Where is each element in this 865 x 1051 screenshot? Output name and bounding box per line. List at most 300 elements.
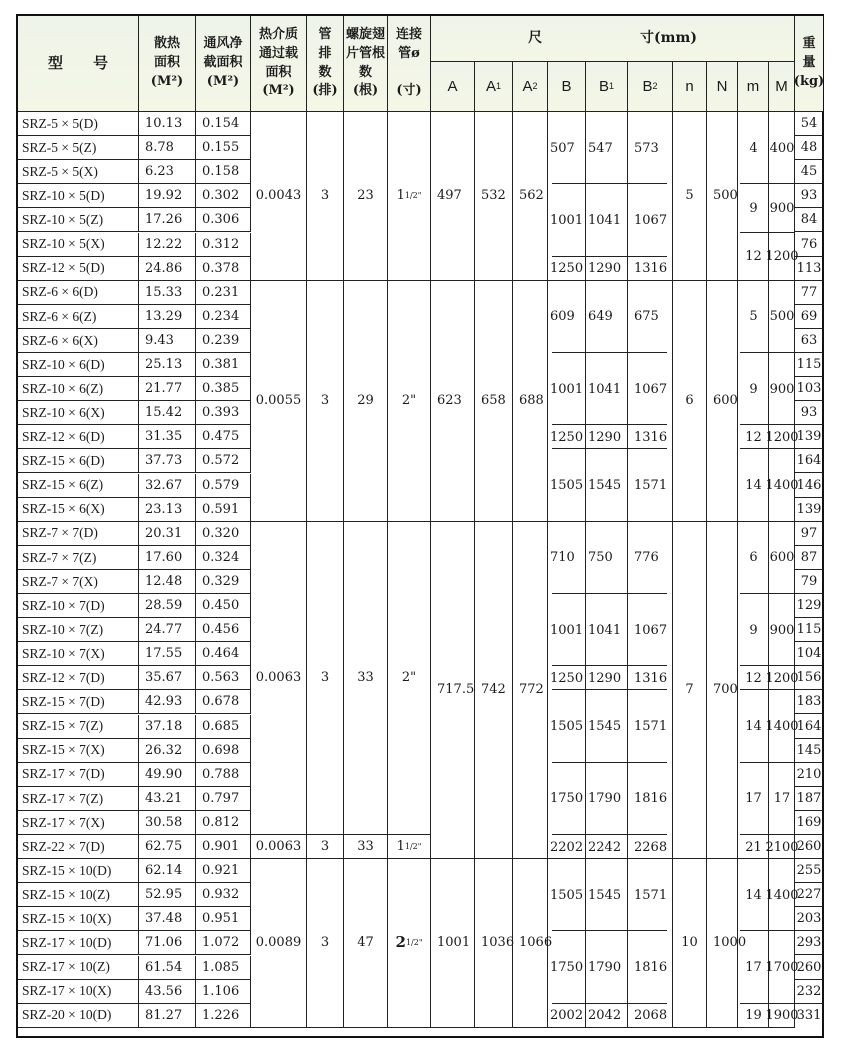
air-area-cell: 0.572 <box>196 449 251 473</box>
air-area-cell: 0.579 <box>196 474 251 498</box>
header-dim-B1 <box>586 62 628 112</box>
dim-B2-value: 1067 <box>634 381 668 397</box>
dim-A2-cell: 562 <box>513 112 548 281</box>
pipe-size-cell <box>388 112 431 281</box>
dim-B2-value: 1067 <box>634 212 668 228</box>
model-cell: SRZ-7 × 7(D) <box>18 522 139 546</box>
model-cell: SRZ-15 × 7(Z) <box>18 715 139 739</box>
heat-area-cell: 62.14 <box>139 859 196 883</box>
air-area-cell: 0.464 <box>196 642 251 666</box>
weight-cell: 164 <box>795 715 823 739</box>
header-dim-label: B <box>561 77 572 95</box>
heat-area-cell: 17.60 <box>139 546 196 570</box>
header-weight-line: 重 <box>802 36 816 52</box>
model-cell: SRZ-10 × 7(D) <box>18 594 139 618</box>
header-dim-label: M <box>775 77 788 95</box>
tube-rows-cell: 3 <box>307 112 344 281</box>
dim-A-cell: 1001 <box>431 859 475 1028</box>
weight-cell: 164 <box>795 449 823 473</box>
weight-cell: 84 <box>795 208 823 232</box>
model-cell: SRZ-17 × 10(Z) <box>18 956 139 980</box>
heat-area-cell: 20.31 <box>139 522 196 546</box>
air-area-cell: 1.085 <box>196 956 251 980</box>
heat-area-cell: 71.06 <box>139 931 196 955</box>
dim-n-cell: 5 <box>673 112 707 281</box>
header-tube-rows-line: 管 <box>318 26 332 42</box>
air-area-cell: 0.302 <box>196 184 251 208</box>
fin-tubes-cell: 47 <box>344 859 388 1028</box>
dim-M-value: 1400 <box>765 887 799 903</box>
weight-cell: 210 <box>795 763 823 787</box>
header-dim-label: B <box>642 77 653 95</box>
header-medium-area-line: 热介质 <box>258 26 298 42</box>
heat-area-cell: 37.18 <box>139 715 196 739</box>
weight-cell: 104 <box>795 642 823 666</box>
air-area-cell: 0.450 <box>196 594 251 618</box>
dim-B2-value: 1316 <box>634 429 668 445</box>
weight-cell: 77 <box>795 281 823 305</box>
dim-B-value: 1001 <box>550 212 584 228</box>
header-dim-A2 <box>513 62 548 112</box>
weight-cell: 255 <box>795 859 823 883</box>
header-dim-subscript: 2 <box>532 80 538 91</box>
pipe-size-cell <box>388 522 431 835</box>
heat-area-cell: 21.77 <box>139 377 196 401</box>
pipe-size-main: 1 <box>396 188 405 204</box>
air-area-cell: 0.456 <box>196 618 251 642</box>
model-cell: SRZ-6 × 6(X) <box>18 329 139 353</box>
heat-area-cell: 25.13 <box>139 353 196 377</box>
model-cell: SRZ-15 × 7(D) <box>18 690 139 714</box>
model-cell: SRZ-20 × 10(D) <box>18 1004 139 1028</box>
dim-m-value: 14 <box>745 887 762 903</box>
air-area-cell: 0.797 <box>196 787 251 811</box>
model-cell: SRZ-15 × 10(X) <box>18 907 139 931</box>
dim-m-value: 21 <box>745 839 762 855</box>
air-area-cell: 0.312 <box>196 233 251 257</box>
dim-B-value: 1750 <box>550 791 584 807</box>
model-cell: SRZ-15 × 6(Z) <box>18 474 139 498</box>
air-area-cell: 1.072 <box>196 931 251 955</box>
heat-area-cell: 19.92 <box>139 184 196 208</box>
dim-B1-value: 1545 <box>588 887 622 903</box>
header-dim-M <box>769 62 795 112</box>
weight-cell: 87 <box>795 546 823 570</box>
header-medium-area <box>251 16 307 112</box>
dim-M-value: 17 <box>773 791 791 807</box>
heat-area-cell: 31.35 <box>139 425 196 449</box>
dim-B2-value: 1816 <box>634 791 668 807</box>
dim-B2-value: 1571 <box>634 478 668 494</box>
model-cell: SRZ-17 × 7(Z) <box>18 787 139 811</box>
air-area-cell: 0.812 <box>196 811 251 835</box>
weight-cell: 145 <box>795 739 823 763</box>
header-air-area-line: 截面积 <box>203 55 243 71</box>
fin-tubes-cell: 33 <box>344 835 388 859</box>
header-weight-line: (kg) <box>793 73 825 89</box>
air-area-cell: 0.320 <box>196 522 251 546</box>
dim-m-value: 17 <box>745 960 762 976</box>
model-cell: SRZ-15 × 10(D) <box>18 859 139 883</box>
air-area-cell: 0.231 <box>196 281 251 305</box>
weight-cell: 331 <box>796 1008 822 1024</box>
dim-M-value: 400 <box>769 140 795 156</box>
dim-B1-value: 1041 <box>588 381 622 397</box>
model-cell: SRZ-5 × 5(X) <box>18 160 139 184</box>
medium-area-cell: 0.0063 <box>251 522 307 835</box>
model-cell: SRZ-7 × 7(Z) <box>18 546 139 570</box>
dim-B1-value: 1545 <box>588 478 622 494</box>
dim-A1-cell: 532 <box>475 112 513 281</box>
weight-cell: 76 <box>795 233 823 257</box>
header-dim-m <box>738 62 769 112</box>
medium-area-cell: 0.0043 <box>251 112 307 281</box>
weight-cell: 93 <box>795 184 823 208</box>
heat-area-cell: 26.32 <box>139 739 196 763</box>
dim-B1-value: 649 <box>588 309 613 325</box>
dim-M-value: 1400 <box>765 478 799 494</box>
header-air-area-line: (M²) <box>206 73 240 89</box>
model-cell: SRZ-10 × 5(Z) <box>18 208 139 232</box>
dim-m-value: 4 <box>749 140 758 156</box>
weight-cell: 97 <box>795 522 823 546</box>
dim-N-cell: 700 <box>707 522 738 859</box>
model-cell: SRZ-17 × 10(X) <box>18 980 139 1004</box>
header-pipe-line: 管ø <box>398 45 420 61</box>
header-medium-area-line: 通过载 <box>258 45 298 61</box>
tube-rows-cell: 3 <box>307 835 344 859</box>
model-cell: SRZ-15 × 6(X) <box>18 498 139 522</box>
heat-area-cell: 17.26 <box>139 208 196 232</box>
dim-A-cell: 497 <box>431 112 475 281</box>
weight-cell: 129 <box>795 594 823 618</box>
air-area-cell: 0.921 <box>196 859 251 883</box>
dim-m-value: 14 <box>745 478 762 494</box>
medium-area-cell: 0.0055 <box>251 281 307 522</box>
header-dim-n <box>673 62 707 112</box>
dim-B1-value: 750 <box>588 550 613 566</box>
model-cell: SRZ-6 × 6(Z) <box>18 305 139 329</box>
pipe-size-fraction: 1/2" <box>404 190 422 200</box>
dim-M-value: 500 <box>769 309 795 325</box>
weight-cell: 227 <box>795 883 823 907</box>
air-area-cell: 0.563 <box>196 666 251 690</box>
air-area-cell: 0.591 <box>196 498 251 522</box>
weight-cell: 69 <box>795 305 823 329</box>
weight-cell: 203 <box>795 907 823 931</box>
model-cell: SRZ-12 × 6(D) <box>18 425 139 449</box>
pipe-size-main: 2" <box>401 393 417 409</box>
header-heat-area-line: (M²) <box>150 73 184 89</box>
heat-area-cell: 37.73 <box>139 449 196 473</box>
heat-area-cell: 6.23 <box>139 160 196 184</box>
air-area-cell: 0.154 <box>196 112 251 136</box>
dim-B-value: 1505 <box>550 719 584 735</box>
dim-m-value: 12 <box>745 429 762 445</box>
header-air-area-line: 通风净 <box>203 36 243 52</box>
tube-rows-cell: 3 <box>307 281 344 522</box>
weight-cell: 169 <box>795 811 823 835</box>
air-area-cell: 0.306 <box>196 208 251 232</box>
air-area-cell: 0.932 <box>196 883 251 907</box>
heat-area-cell: 9.43 <box>139 329 196 353</box>
pipe-size-main: 2" <box>401 670 417 686</box>
model-cell: SRZ-7 × 7(X) <box>18 570 139 594</box>
air-area-cell: 0.685 <box>196 715 251 739</box>
dim-B1-value: 1790 <box>588 960 622 976</box>
model-cell: SRZ-10 × 5(D) <box>18 184 139 208</box>
dim-B2-value: 2068 <box>634 1008 668 1024</box>
header-dim-subscript: 1 <box>496 80 502 91</box>
header-fin-tubes-line: 片管根 <box>345 45 385 61</box>
dim-B-value: 1250 <box>550 670 584 686</box>
air-area-cell: 0.385 <box>196 377 251 401</box>
header-heat-area <box>139 16 196 112</box>
header-medium-area-line: (M²) <box>262 83 295 99</box>
weight-cell: 232 <box>795 980 823 1004</box>
header-dim-label: m <box>746 77 760 95</box>
heat-area-cell: 15.33 <box>139 281 196 305</box>
dim-B2-value: 1316 <box>634 261 668 277</box>
pipe-size-cell <box>388 859 431 1028</box>
dim-n-cell: 6 <box>673 281 707 522</box>
heat-area-cell: 10.13 <box>139 112 196 136</box>
pipe-size-cell <box>388 281 431 522</box>
heat-area-cell: 24.77 <box>139 618 196 642</box>
heat-area-cell: 13.29 <box>139 305 196 329</box>
heat-area-cell: 23.13 <box>139 498 196 522</box>
dim-n-cell: 10 <box>673 859 707 1028</box>
medium-area-cell: 0.0063 <box>251 835 307 859</box>
header-fin-tubes-line: 数 <box>358 64 372 80</box>
weight-cell: 293 <box>795 931 823 955</box>
heat-area-cell: 43.56 <box>139 980 196 1004</box>
dim-M-value: 1700 <box>765 960 799 976</box>
header-weight-line: 量 <box>802 55 816 71</box>
heat-area-cell: 62.75 <box>139 835 196 859</box>
header-dimensions: 尺 寸(mm) <box>431 16 795 62</box>
header-dim-label: B <box>598 77 609 95</box>
weight-cell: 260 <box>795 835 823 859</box>
model-cell: SRZ-17 × 10(D) <box>18 931 139 955</box>
dim-m-value: 9 <box>749 200 758 216</box>
dim-B2-value: 776 <box>634 550 659 566</box>
air-area-cell: 0.329 <box>196 570 251 594</box>
heat-area-cell: 49.90 <box>139 763 196 787</box>
dim-M-value: 900 <box>769 381 795 397</box>
air-area-cell: 0.239 <box>196 329 251 353</box>
dim-B1-value: 1545 <box>588 719 622 735</box>
header-tube-rows-line: 排 <box>318 45 332 61</box>
dim-B2-value: 1067 <box>634 622 668 638</box>
weight-cell: 156 <box>795 666 823 690</box>
heat-area-cell: 37.48 <box>139 907 196 931</box>
model-cell: SRZ-22 × 7(D) <box>18 835 139 859</box>
medium-area-cell: 0.0089 <box>251 859 307 1028</box>
dim-B2-value: 2268 <box>634 839 668 855</box>
weight-cell: 146 <box>795 474 823 498</box>
fin-tubes-cell: 23 <box>344 112 388 281</box>
weight-cell: 139 <box>795 498 823 522</box>
weight-cell: 139 <box>795 425 823 449</box>
dim-B2-value: 1571 <box>634 719 668 735</box>
dim-B-value: 1250 <box>550 429 584 445</box>
dim-B-value: 2202 <box>550 839 584 855</box>
model-cell: SRZ-10 × 6(Z) <box>18 377 139 401</box>
weight-cell: 115 <box>795 618 823 642</box>
dim-B1-value: 1290 <box>588 670 622 686</box>
header-weight <box>795 16 823 112</box>
header-tube-rows-line: 数 <box>318 64 332 80</box>
fin-tubes-cell: 33 <box>344 522 388 835</box>
dim-B2-value: 675 <box>634 309 659 325</box>
heat-area-cell: 35.67 <box>139 666 196 690</box>
tube-rows-cell: 3 <box>307 522 344 835</box>
model-cell: SRZ-6 × 6(D) <box>18 281 139 305</box>
dim-A2-cell: 1066 <box>513 859 548 1028</box>
dim-N-cell: 500 <box>707 112 738 281</box>
model-cell: SRZ-17 × 7(X) <box>18 811 139 835</box>
weight-cell: 93 <box>795 401 823 425</box>
header-dim-subscript: 2 <box>652 80 658 91</box>
dim-M-value: 900 <box>769 200 795 216</box>
heat-area-cell: 52.95 <box>139 883 196 907</box>
heat-area-cell: 12.48 <box>139 570 196 594</box>
heat-area-cell: 32.67 <box>139 474 196 498</box>
dim-m-value: 6 <box>749 550 758 566</box>
air-area-cell: 0.698 <box>196 739 251 763</box>
pipe-size-fraction: 1/2" <box>405 937 423 947</box>
dim-B1-value: 2042 <box>588 1008 622 1024</box>
dim-B-value: 1250 <box>550 261 584 277</box>
dim-A1-cell: 1036 <box>475 859 513 1028</box>
dim-A-cell: 717.5 <box>431 522 475 859</box>
dim-M-value: 1400 <box>765 719 799 735</box>
heat-area-cell: 12.22 <box>139 233 196 257</box>
dim-M-value: 600 <box>769 550 795 566</box>
dim-B-value: 1750 <box>550 960 584 976</box>
heat-area-cell: 81.27 <box>139 1004 196 1028</box>
dim-m-value: 12 <box>745 249 762 265</box>
header-dim-label: A <box>447 77 458 95</box>
heat-area-cell: 15.42 <box>139 401 196 425</box>
dim-M-value: 2100 <box>765 839 799 855</box>
air-area-cell: 1.106 <box>196 980 251 1004</box>
dim-M-value: 1200 <box>765 670 799 686</box>
header-pipe <box>388 16 431 112</box>
model-cell: SRZ-15 × 6(D) <box>18 449 139 473</box>
dim-B-value: 1505 <box>550 478 584 494</box>
dim-n-cell: 7 <box>673 522 707 859</box>
header-fin-tubes-line: 螺旋翅 <box>345 26 385 42</box>
heat-area-cell: 43.21 <box>139 787 196 811</box>
dim-B-value: 609 <box>550 309 575 325</box>
model-cell: SRZ-17 × 7(D) <box>18 763 139 787</box>
dim-B-value: 507 <box>550 140 575 156</box>
model-cell: SRZ-10 × 7(Z) <box>18 618 139 642</box>
air-area-cell: 0.158 <box>196 160 251 184</box>
weight-cell: 115 <box>795 353 823 377</box>
dim-M-value: 1900 <box>765 1008 799 1024</box>
header-fin-tubes-line: (根) <box>352 83 379 99</box>
air-area-cell: 0.475 <box>196 425 251 449</box>
dim-B2-value: 1316 <box>634 670 668 686</box>
dim-B1-value: 1790 <box>588 791 622 807</box>
header-pipe-line <box>396 64 422 83</box>
dim-m-value: 5 <box>749 309 758 325</box>
header-medium-area-line: 面积 <box>265 64 292 80</box>
heat-area-cell: 17.55 <box>139 642 196 666</box>
pipe-size-main: 2 <box>395 933 406 952</box>
header-dim-label: n <box>685 77 694 95</box>
model-cell: SRZ-15 × 10(Z) <box>18 883 139 907</box>
air-area-cell: 0.951 <box>196 907 251 931</box>
dim-M-value: 900 <box>769 622 795 638</box>
dim-B-value: 1001 <box>550 622 584 638</box>
pipe-size-main: 1 <box>396 839 405 855</box>
dim-B-value: 1505 <box>550 887 584 903</box>
model-cell: SRZ-5 × 5(D) <box>18 112 139 136</box>
weight-cell: 63 <box>795 329 823 353</box>
dim-B1-value: 547 <box>588 140 613 156</box>
weight-cell: 113 <box>795 257 823 281</box>
header-tube-rows <box>307 16 344 112</box>
dim-m-value: 17 <box>745 791 762 807</box>
header-dim-label: A <box>522 77 533 95</box>
header-tube-rows-line: (排) <box>312 83 338 99</box>
air-area-cell: 0.155 <box>196 136 251 160</box>
dim-B-value: 1001 <box>550 381 584 397</box>
air-area-cell: 0.381 <box>196 353 251 377</box>
header-dim-label: N <box>716 77 728 95</box>
weight-cell: 187 <box>795 787 823 811</box>
model-cell: SRZ-12 × 5(D) <box>18 257 139 281</box>
heat-area-cell: 24.86 <box>139 257 196 281</box>
weight-cell: 260 <box>795 956 823 980</box>
model-cell: SRZ-10 × 7(X) <box>18 642 139 666</box>
header-dim-subscript: 1 <box>609 80 615 91</box>
tube-rows-cell: 3 <box>307 859 344 1028</box>
heat-area-cell: 8.78 <box>139 136 196 160</box>
air-area-cell: 0.901 <box>196 835 251 859</box>
dim-N-cell: 600 <box>707 281 738 522</box>
air-area-cell: 0.234 <box>196 305 251 329</box>
dim-A2-cell: 688 <box>513 281 548 522</box>
dim-m-value: 12 <box>745 670 762 686</box>
air-area-cell: 0.788 <box>196 763 251 787</box>
dim-B2-value: 1816 <box>634 960 668 976</box>
dim-A2-cell: 772 <box>513 522 548 859</box>
dim-A1-cell: 658 <box>475 281 513 522</box>
dim-B1-value: 1290 <box>588 429 622 445</box>
heat-area-cell: 28.59 <box>139 594 196 618</box>
model-cell: SRZ-5 × 5(Z) <box>18 136 139 160</box>
weight-cell: 79 <box>795 570 823 594</box>
header-dim-A1 <box>475 62 513 112</box>
weight-cell: 183 <box>795 690 823 714</box>
model-cell: SRZ-12 × 7(D) <box>18 666 139 690</box>
air-area-cell: 1.226 <box>196 1004 251 1028</box>
header-heat-area-line: 面积 <box>153 55 180 71</box>
header-dim-label: A <box>485 77 496 95</box>
header-dim-A <box>431 62 475 112</box>
header-dim-N <box>707 62 738 112</box>
heat-area-cell: 42.93 <box>139 690 196 714</box>
pipe-size-fraction: 1/2" <box>404 841 422 851</box>
dim-m-value: 19 <box>745 1008 762 1024</box>
weight-cell: 48 <box>795 136 823 160</box>
dim-m-value: 9 <box>749 381 758 397</box>
